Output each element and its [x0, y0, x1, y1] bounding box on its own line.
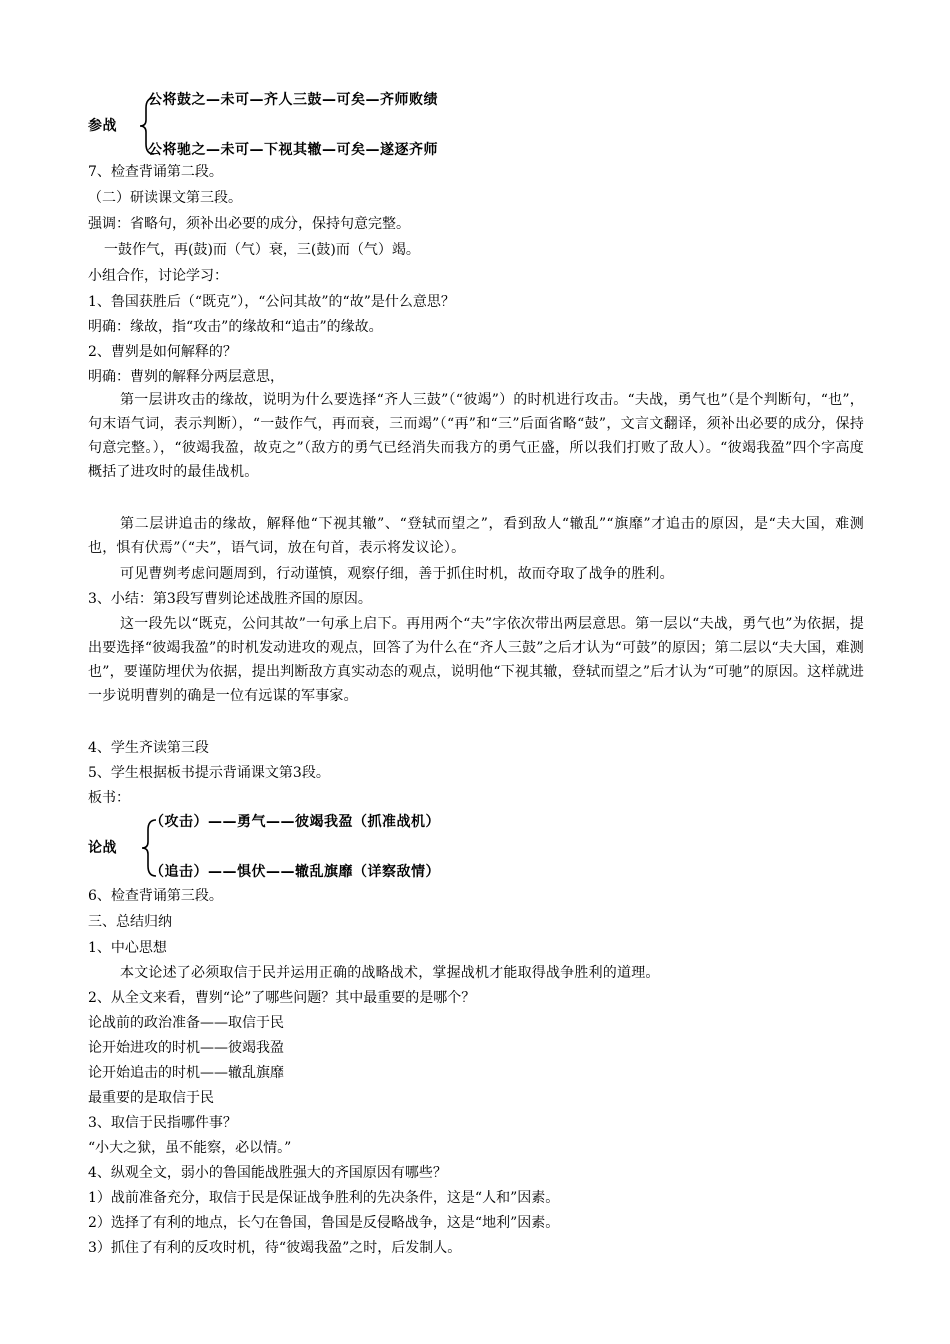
text-line: 6、检查背诵第三段。	[88, 888, 223, 904]
text-line: 小组合作，讨论学习：	[88, 268, 228, 284]
paragraph: 第二层讲追击的缘故，解释他“下视其辙”、“登轼而望之”，看到敌人“辙乱”“旗靡”才追击的原因，是“夫大国，难测也，惧有伏焉”（“夫”，语气词，放在句首，表示将发议论）。	[88, 516, 864, 556]
paragraph: 本文论述了必须取信于民并运用正确的战略战术，掌握战机才能取得战争胜利的道理。	[120, 965, 660, 981]
question-line: 3、取信于民指哪件事？	[88, 1115, 237, 1131]
answer-line: 明确：缘故，指“攻击”的缘故和“追击”的缘故。	[88, 319, 383, 335]
text-line: 论开始追击的时机——辙乱旗靡	[88, 1065, 284, 1081]
text-line: 4、学生齐读第三段	[88, 740, 209, 756]
diagram1-top-branch: 公将鼓之—未可—齐人三鼓—可矣—齐师败绩	[148, 92, 438, 108]
question-line: 2、曹刿是如何解释的？	[88, 344, 237, 360]
list-item: 1）战前准备充分，取信于民是保证战争胜利的先决条件，这是“人和”因素。	[88, 1190, 560, 1206]
question-line: 1、鲁国获胜后（“既克”），“公问其故”的“故”是什么意思？	[88, 294, 455, 310]
section-heading: 三、总结归纳	[88, 914, 172, 930]
diagram1-bottom-branch: 公将驰之—未可—下视其辙—可矣—遂逐齐师	[148, 142, 438, 158]
text-line: 5、学生根据板书提示背诵课文第3段。	[88, 765, 330, 781]
diagram1-label: 参战	[88, 118, 117, 134]
text-line: 7、检查背诵第二段。	[88, 164, 223, 180]
diagram2-top-branch: （攻击）——勇气——彼竭我盈（抓准战机）	[150, 814, 440, 830]
section-heading: （二）研读课文第三段。	[88, 190, 242, 206]
text-line: 论开始进攻的时机——彼竭我盈	[88, 1040, 284, 1056]
text-line: 一鼓作气，再(鼓)而（气）衰，三(鼓)而（气）竭。	[104, 242, 420, 258]
paragraph: 可见曹刿考虑问题周到，行动谨慎，观察仔细，善于抓住时机，故而夺取了战争的胜利。	[120, 566, 674, 582]
paragraph: 这一段先以“既克，公问其故”一句承上启下。再用两个“夫”字依次带出两层意思。第一层以“夫战，勇气也”为依据，提出要选择“彼竭我盈”的时机发动进攻的观点，回答了为什么在“齐人三鼓”之后才认为“可鼓”的原因；第二层以“夫大国，难测也”，要谨防埋伏为依据，提出判断敌方真实动态的观点，说明他“下视其辙，登轼而望之”后才认为“可驰”的原因。这样就进一步说明曹刿的确是一位有远谋的军事家。	[88, 616, 864, 704]
quote-line: “小大之狱，虽不能察，必以情。”	[88, 1140, 292, 1156]
list-item: 3）抓住了有利的反攻时机，待“彼竭我盈”之时，后发制人。	[88, 1240, 462, 1256]
paragraph: 第一层讲攻击的缘故，说明为什么要选择“齐人三鼓”（“彼竭”）的时机进行攻击。“夫战，勇气也”（是个判断句，“也”，句末语气词，表示判断），“一鼓作气，再而衰，三而竭”（“再”和“三”后面省略“鼓”，文言文翻译，须补出必要的成分，保持句意完整。），“彼竭我盈，故克之”（敌方的勇气已经消失而我方的勇气正盛，所以我们打败了敌人）。“彼竭我盈”四个字高度概括了进攻时的最佳战机。	[88, 392, 864, 480]
diagram2-bottom-branch: （追击）——惧伏——辙乱旗靡（详察敌情）	[150, 864, 440, 880]
diagram2-label: 论战	[88, 840, 117, 856]
answer-line: 明确：曹刿的解释分两层意思，	[88, 369, 284, 385]
text-line: 强调：省略句，须补出必要的成分，保持句意完整。	[88, 216, 410, 232]
text-line: 论战前的政治准备——取信于民	[88, 1015, 284, 1031]
question-line: 4、纵观全文，弱小的鲁国能战胜强大的齐国原因有哪些？	[88, 1165, 447, 1181]
text-line: 最重要的是取信于民	[88, 1090, 214, 1106]
list-item: 2）选择了有利的地点，长勺在鲁国，鲁国是反侵略战争，这是“地利”因素。	[88, 1215, 560, 1231]
question-line: 2、从全文来看，曹刿“论”了哪些问题？其中最重要的是哪个？	[88, 990, 476, 1006]
summary-line: 3、小结：第3段写曹刿论述战胜齐国的原因。	[88, 591, 372, 607]
text-line: 1、中心思想	[88, 940, 167, 956]
text-line: 板书：	[88, 790, 130, 806]
